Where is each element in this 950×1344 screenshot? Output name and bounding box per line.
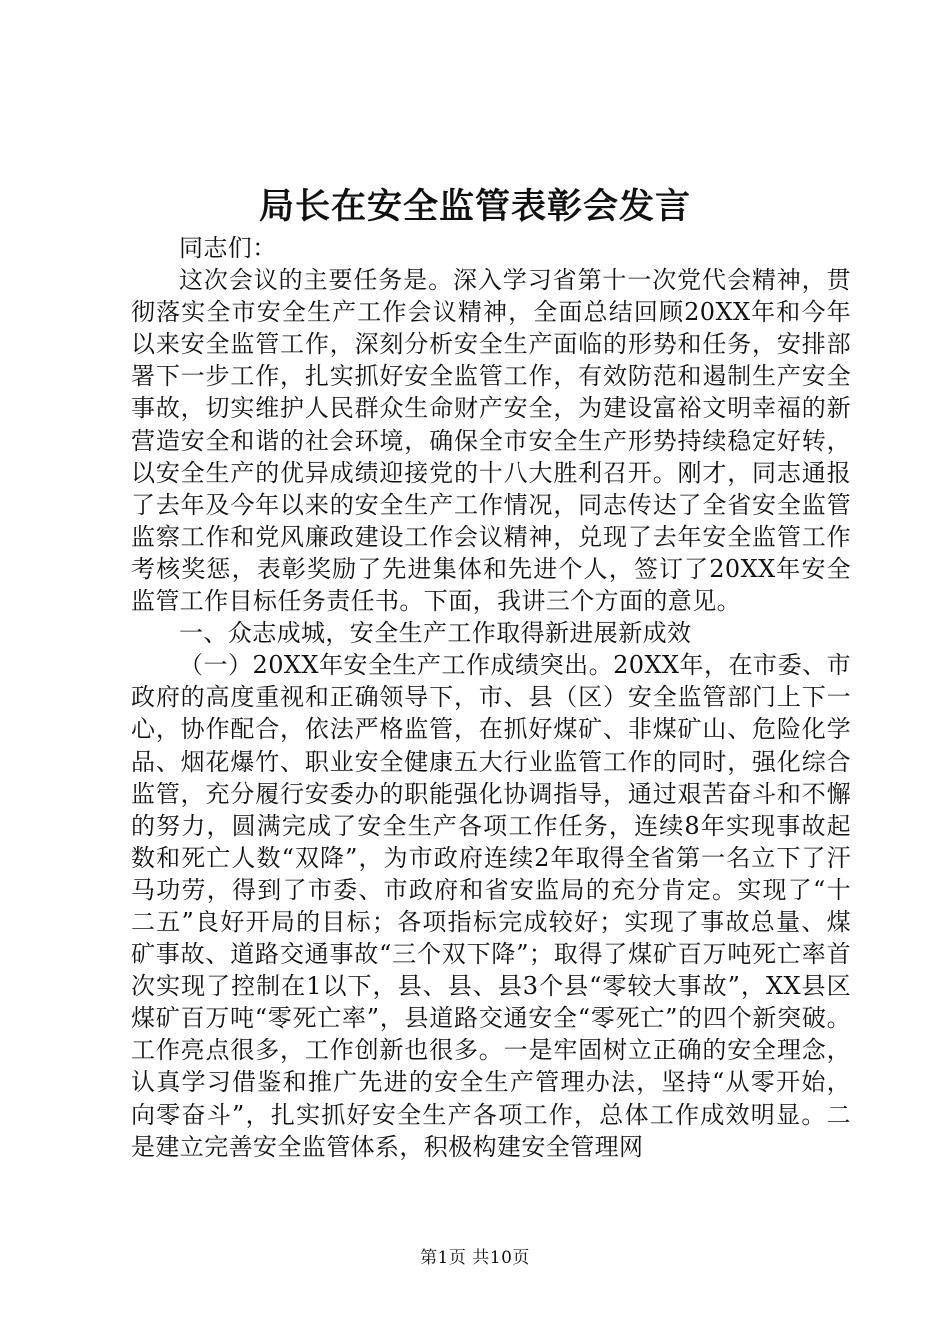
paragraph-section-1: （一）20XX年安全生产工作成绩突出。20XX年，在市委、市政府的高度重视和正确领导下，市、县（区）安全监管部门上下一心，协作配合，依法严格监管，在抓好煤矿、非煤矿山、危险化学品、烟花爆竹、职业安全健康五大行业监管工作的同时，强化综合监管，充分履行安委办的职能强化协调指导，通过艰苦奋斗和不懈的努力，圆满完成了安全生产各项工作任务，连续8年实现事故起数和死亡人数“双降”，为市政府连续2年取得全省第一名立下了汗马功劳，得到了市委、市政府和省安监局的充分肯定。实现了“十二五”良好开局的目标；各项指标完成较好；实现了事故总量、煤矿事故、道路交通事故“三个双下降”；取得了煤矿百万吨死亡率首次实现了控制在1以下，县、县、县3个县“零较大事故”，XX县区煤矿百万吨“零死亡率”，县道路交通安全“零死亡”的四个新突破。工作亮点很多，工作创新也很多。一是牢固树立正确的安全理念，认真学习借鉴和推广先进的安全生产管理办法，坚持“从零开始，向零奋斗”，扎实抓好安全生产各项工作，总体工作成效明显。二是建立完善安全监管体系，积极构建安全管理网 — [131, 651, 851, 1161]
document-body — [131, 232, 851, 1163]
paragraph-intro: 这次会议的主要任务是。深入学习省第十一次党代会精神，贯彻落实全市安全生产工作会议精神，全面总结回顾20XX年和今年以来安全监管工作，深刻分析安全生产面临的形势和任务，安排部署下一步工作，扎实抓好安全监管工作，有效防范和遏制生产安全事故，切实维护人民群众生命财产安全，为建设富裕文明幸福的新营造安全和谐的社会环境，确保全市安全生产形势持续稳定好转，以安全生产的优异成绩迎接党的十八大胜利召开。刚才，同志通报了去年及今年以来的安全生产工作情况，同志传达了全省安全监管监察工作和党风廉政建设工作会议精神，兑现了去年安全监管工作考核奖惩，表彰奖励了先进集体和先进个人，签订了20XX年安全监管工作目标任务责任书。下面，我讲三个方面的意见。 — [131, 266, 851, 616]
document-title: 局长在安全监管表彰会发言 — [258, 186, 691, 227]
section-heading: 一、众志成城，安全生产工作取得新进展新成效 — [179, 619, 692, 648]
salutation: 同志们： — [179, 234, 277, 262]
page-number-footer: 第1页 共10页 — [420, 1248, 530, 1268]
